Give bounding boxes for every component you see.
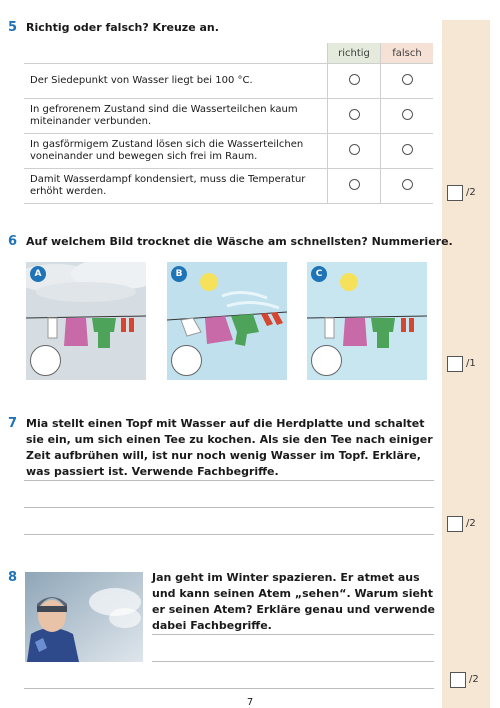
answer-line[interactable]	[24, 480, 434, 481]
task-8-number: 8	[8, 570, 18, 585]
picture-a-label: A	[30, 266, 46, 282]
score-task-7: /2	[466, 518, 476, 529]
task-8-title: Jan geht im Winter spazieren. Er atmet aus und kann seinen Atem „sehen“. Warum sieht er seinen Atem? Erkläre genau und verwende dabei Fachbegriffe.	[152, 571, 435, 632]
radio-falsch[interactable]	[402, 74, 413, 85]
task-7-number: 7	[8, 416, 18, 431]
answer-line[interactable]	[152, 661, 434, 662]
radio-falsch[interactable]	[402, 179, 413, 190]
score-box-task-6[interactable]	[447, 356, 463, 372]
table-row	[24, 64, 433, 99]
statement-text: In gasförmigem Zustand lösen sich die Wasserteilchen voneinander und bewegen sich frei im Raum.	[24, 134, 328, 169]
statement-text: Der Siedepunkt von Wasser liegt bei 100 °C.	[24, 64, 328, 99]
statement-text: Damit Wasserdampf kondensiert, muss die Temperatur erhöht werden.	[24, 169, 328, 204]
table-row	[24, 169, 433, 204]
radio-richtig[interactable]	[349, 109, 360, 120]
radio-richtig[interactable]	[349, 74, 360, 85]
column-header-falsch: falsch	[381, 43, 434, 64]
radio-richtig[interactable]	[349, 179, 360, 190]
score-task-8: /2	[469, 674, 479, 685]
picture-a-number-field[interactable]	[30, 345, 61, 376]
task-5-title: Richtig oder falsch? Kreuze an.	[26, 21, 219, 34]
table-row	[24, 134, 433, 169]
page-number: 7	[246, 697, 254, 708]
picture-b-number-field[interactable]	[171, 345, 202, 376]
picture-c-number-field[interactable]	[311, 345, 342, 376]
picture-b	[167, 262, 287, 380]
column-header-richtig: richtig	[328, 43, 381, 64]
answer-line[interactable]	[24, 688, 434, 689]
radio-richtig[interactable]	[349, 144, 360, 155]
picture-c-label: C	[311, 266, 327, 282]
task-5-number: 5	[8, 20, 18, 35]
score-task-6: /1	[466, 358, 476, 369]
answer-line[interactable]	[152, 634, 434, 635]
table-row	[24, 99, 433, 134]
answer-line[interactable]	[24, 534, 434, 535]
radio-falsch[interactable]	[402, 109, 413, 120]
picture-b-label: B	[171, 266, 187, 282]
true-false-table	[24, 43, 433, 204]
task-6-number: 6	[8, 234, 18, 249]
score-box-task-8[interactable]	[450, 672, 466, 688]
score-box-task-7[interactable]	[447, 516, 463, 532]
statement-text: In gefrorenem Zustand sind die Wasserteilchen kaum miteinander verbunden.	[24, 99, 328, 134]
score-box-task-5[interactable]	[447, 185, 463, 201]
picture-a	[26, 262, 146, 380]
task-7-title: Mia stellt einen Topf mit Wasser auf die Herdplatte und schaltet sie ein, um sich einen Tee zu kochen. Als sie den Tee nach einiger Zeit aufbrühen will, ist nur noch wenig Wasser im Topf. Erkläre, was passiert ist. Verwende Fachbegriffe.	[26, 417, 433, 478]
picture-c	[307, 262, 427, 380]
radio-falsch[interactable]	[402, 144, 413, 155]
boy-winter-photo	[25, 572, 143, 662]
task-6-title: Auf welchem Bild trocknet die Wäsche am schnellsten? Nummeriere.	[26, 235, 453, 248]
score-task-5: /2	[466, 187, 476, 198]
answer-line[interactable]	[24, 507, 434, 508]
